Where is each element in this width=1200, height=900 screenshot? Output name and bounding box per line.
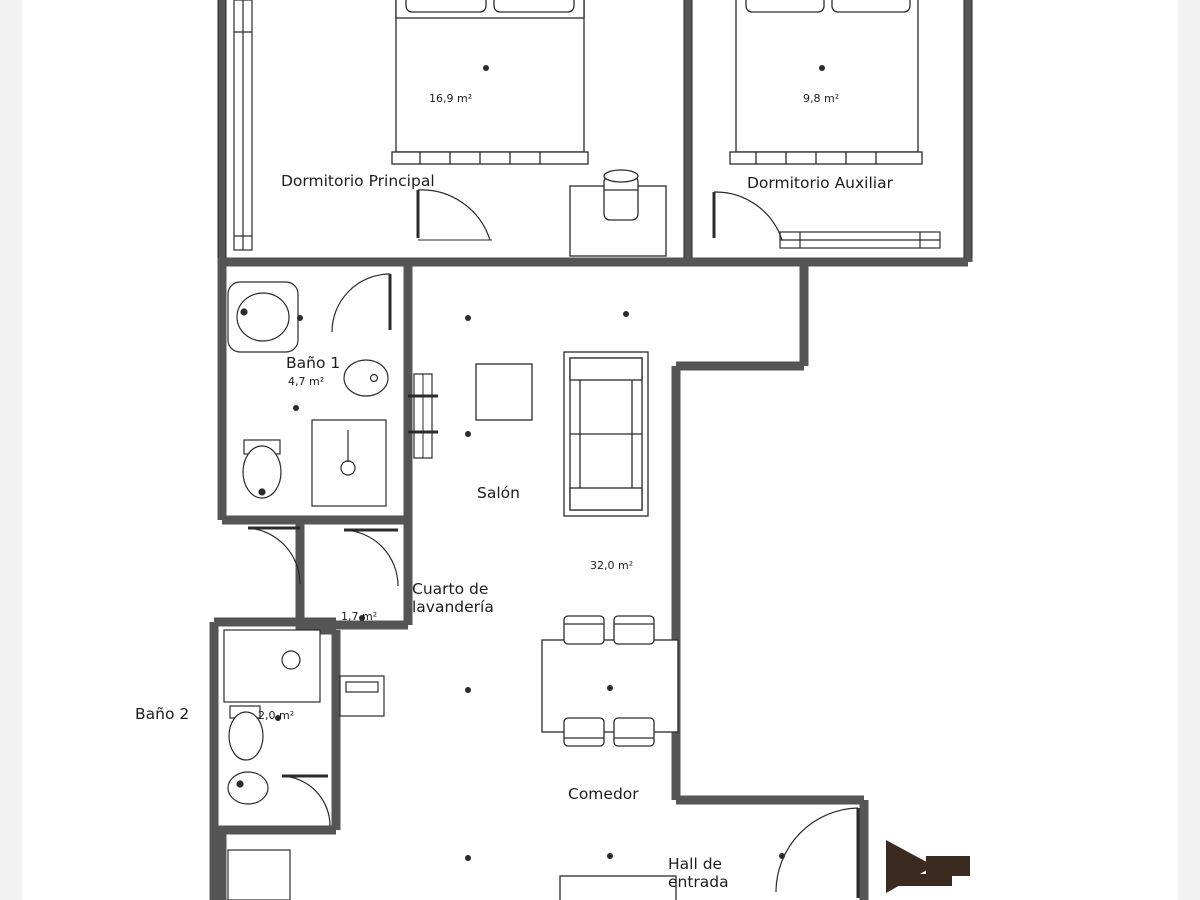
window-left [234, 0, 252, 250]
bathroom2-fixtures [224, 630, 320, 900]
room-area-cuarto-lavanderia: 1,7 m² [341, 610, 378, 623]
room-label-hall-entrada: Hall de entrada [668, 855, 729, 892]
room-label-comedor: Comedor [568, 785, 639, 803]
laundry-appliances [340, 676, 384, 716]
room-area-bano-1: 4,7 m² [288, 375, 325, 388]
door-bano-2 [282, 776, 330, 826]
room-label-salon: Salón [477, 484, 520, 502]
sideboard [570, 170, 666, 256]
room-label-dormitorio-auxiliar: Dormitorio Auxiliar [747, 174, 893, 192]
bathroom1-fixtures [228, 282, 388, 506]
hall-furniture [560, 876, 676, 900]
coffee-table [476, 364, 532, 420]
door-dormitorio-principal [418, 190, 492, 240]
room-area-bano-2: 2,0 m² [258, 709, 295, 722]
door-bano-1 [332, 274, 390, 332]
door-corridor-left [248, 528, 300, 584]
dining-set [542, 616, 678, 746]
bed-auxiliar [730, 0, 922, 164]
sofa [564, 352, 648, 516]
room-label-bano-1: Baño 1 [286, 354, 341, 372]
door-dormitorio-auxiliar [714, 192, 782, 240]
door-entrada [776, 808, 858, 898]
entrance-arrow [886, 840, 970, 893]
room-label-dormitorio-principal: Dormitorio Principal [281, 172, 435, 190]
bed-principal [392, 0, 588, 164]
room-label-cuarto-lavanderia: Cuarto de lavandería [412, 580, 494, 617]
room-area-salon: 32,0 m² [590, 559, 634, 572]
room-area-dormitorio-auxiliar: 9,8 m² [803, 92, 840, 105]
room-label-bano-2: Baño 2 [135, 705, 190, 723]
room-area-dormitorio-principal: 16,9 m² [429, 92, 473, 105]
door-cuarto-lavanderia [344, 530, 398, 586]
window-top-right [780, 232, 940, 248]
